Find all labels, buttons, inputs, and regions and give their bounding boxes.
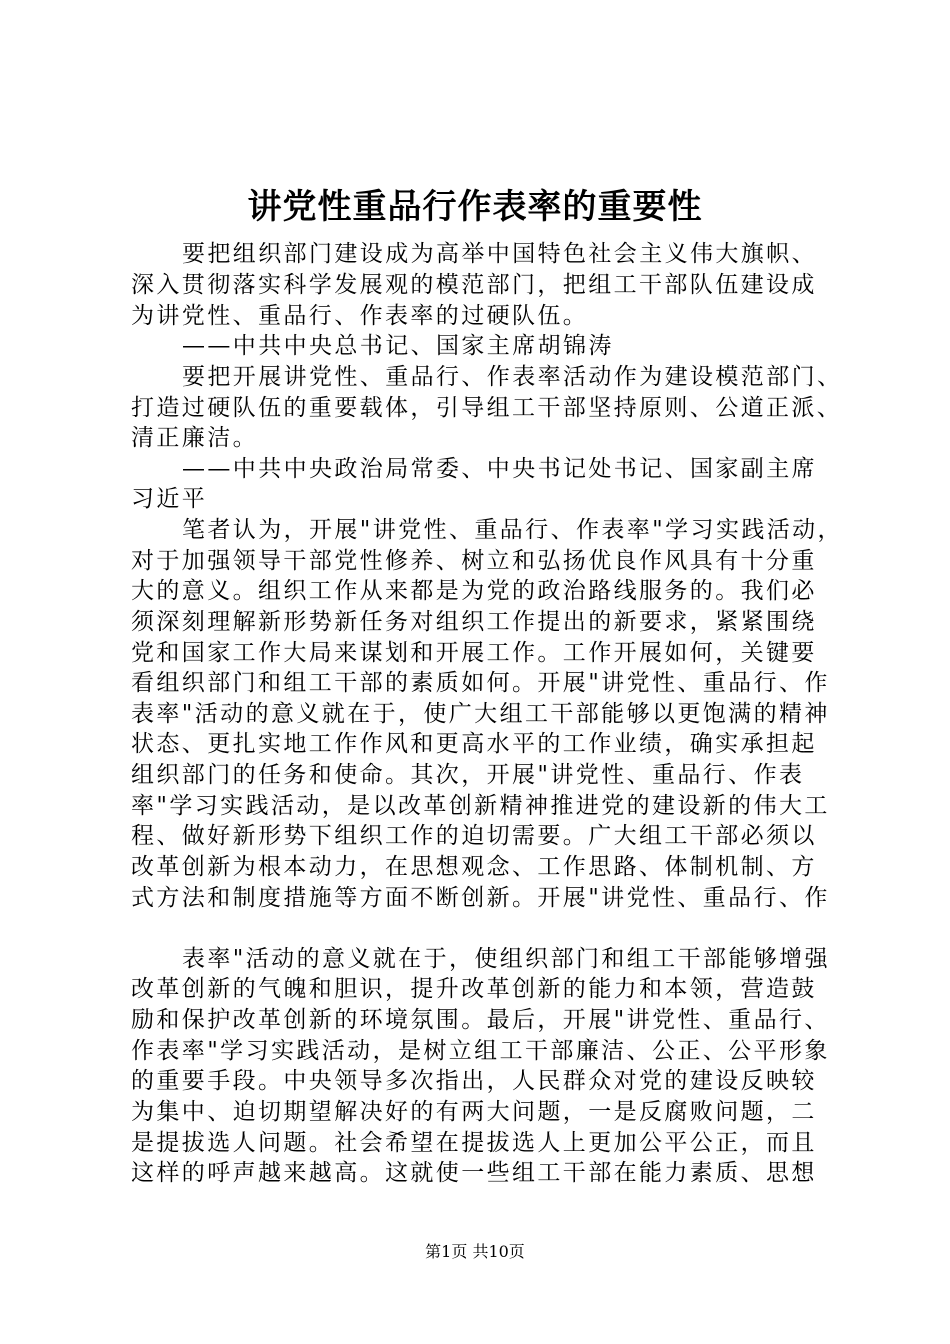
body-line: 的重要手段。中央领导多次指出，人民群众对党的建设反映较 bbox=[131, 1068, 817, 1094]
body-line: 为集中、迫切期望解决好的有两大问题，一是反腐败问题，二 bbox=[131, 1099, 817, 1125]
body-line: 励和保护改革创新的环境氛围。最后，开展"讲党性、重品行、 bbox=[131, 1007, 830, 1033]
body-line: 作表率"学习实践活动，是树立组工干部廉洁、公正、公平形象 bbox=[131, 1038, 830, 1064]
attribution-line: ——中共中央总书记、国家主席胡锦涛 bbox=[182, 333, 614, 359]
attribution-line: 习近平 bbox=[131, 486, 208, 512]
body-line: 深入贯彻落实科学发展观的模范部门，把组工干部队伍建设成 bbox=[131, 272, 817, 298]
body-line: 要把组织部门建设成为高举中国特色社会主义伟大旗帜、 bbox=[182, 241, 817, 267]
body-line: 组织部门的任务和使命。其次，开展"讲党性、重品行、作表 bbox=[131, 762, 805, 788]
body-line: 要把开展讲党性、重品行、作表率活动作为建设模范部门、 bbox=[182, 364, 843, 390]
body-line: 大的意义。组织工作从来都是为党的政治路线服务的。我们必 bbox=[131, 578, 817, 604]
body-line: 须深刻理解新形势新任务对组织工作提出的新要求，紧紧围绕 bbox=[131, 609, 817, 635]
body-line: 对于加强领导干部党性修养、树立和弘扬优良作风具有十分重 bbox=[131, 548, 817, 574]
body-line: 这样的呼声越来越高。这就使一些组工干部在能力素质、思想 bbox=[131, 1160, 817, 1186]
body-line: 表率"活动的意义就在于，使组织部门和组工干部能够增强 bbox=[182, 946, 830, 972]
document-title: 讲党性重品行作表率的重要性 bbox=[247, 187, 703, 227]
body-line: 笔者认为，开展"讲党性、重品行、作表率"学习实践活动， bbox=[182, 517, 843, 543]
page-footer: 第1页 共10页 bbox=[425, 1242, 525, 1261]
body-line: 党和国家工作大局来谋划和开展工作。工作开展如何，关键要 bbox=[131, 640, 817, 666]
attribution-line: ——中共中央政治局常委、中央书记处书记、国家副主席 bbox=[182, 456, 817, 482]
body-line: 率"学习实践活动，是以改革创新精神推进党的建设新的伟大工 bbox=[131, 793, 830, 819]
body-line: 程、做好新形势下组织工作的迫切需要。广大组工干部必须以 bbox=[131, 823, 817, 849]
body-line: 改革创新为根本动力，在思想观念、工作思路、体制机制、方 bbox=[131, 854, 817, 880]
body-line: 为讲党性、重品行、作表率的过硬队伍。 bbox=[131, 303, 589, 329]
body-line: 改革创新的气魄和胆识，提升改革创新的能力和本领，营造鼓 bbox=[131, 976, 817, 1002]
body-line: 式方法和制度措施等方面不断创新。开展"讲党性、重品行、作 bbox=[131, 885, 830, 911]
body-line: 表率"活动的意义就在于，使广大组工干部能够以更饱满的精神 bbox=[131, 701, 830, 727]
body-line: 是提拔选人问题。社会希望在提拔选人上更加公平公正，而且 bbox=[131, 1130, 817, 1156]
body-line: 清正廉洁。 bbox=[131, 425, 258, 451]
body-line: 看组织部门和组工干部的素质如何。开展"讲党性、重品行、作 bbox=[131, 670, 830, 696]
body-line: 打造过硬队伍的重要载体，引导组工干部坚持原则、公道正派、 bbox=[131, 395, 843, 421]
body-line: 状态、更扎实地工作作风和更高水平的工作业绩，确实承担起 bbox=[131, 731, 817, 757]
